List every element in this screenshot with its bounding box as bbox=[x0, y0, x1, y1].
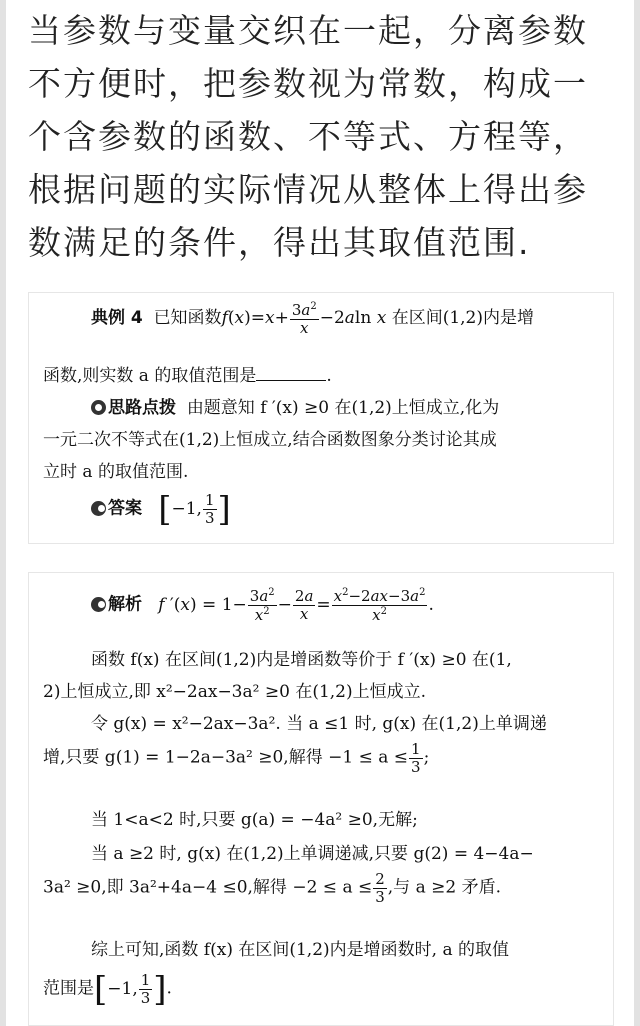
solution-p3: 当 1<a<2 时,只要 g(a) = −4a² ≥0,无解; bbox=[91, 810, 418, 830]
intro-line: 个含参数的函数、不等式、方程等， bbox=[28, 117, 588, 156]
example-line2: 函数,则实数 a 的取值范围是 . bbox=[43, 366, 332, 386]
intro-line: 根据问题的实际情况从整体上得出参 bbox=[28, 170, 588, 209]
derivative-formula: f ′(x) = 1− $\frac{3a^2}{x^2}$ − $\frac{2a}{x}$ = $\frac{x^2-2ax-3a^2}{x^2}$ . bbox=[158, 587, 434, 624]
intro-line: 数满足的条件，得出其取值范围. bbox=[28, 223, 531, 262]
answer-line bbox=[43, 489, 603, 529]
function-formula: f(x)=x+ $\frac{3a^2}{x}$ −2aln x bbox=[221, 301, 387, 337]
solution-p4b: 3a² ≥0,即 3a²+4a−4 ≤0,解得 −2 ≤ a ≤ $\frac{2}{3}$ ,与 a ≥2 矛盾. bbox=[43, 870, 501, 906]
answer-label: 答案 bbox=[108, 498, 142, 519]
intro-line: 不方便时，把参数视为常数，构成一 bbox=[28, 64, 588, 103]
solution-p2: 令 g(x) = x²−2ax−3a². 当 a ≤1 时, g(x) 在(1,2)上单调递 bbox=[91, 714, 547, 734]
hint-line2: 一元二次不等式在(1,2)上恒成立,结合函数图象分类讨论其成 bbox=[43, 430, 497, 450]
left-page-border bbox=[0, 0, 6, 1026]
solution-p5b: 范围是[−1, $\frac{1}{3}$ ]. bbox=[43, 969, 172, 1009]
solution-p5: 综上可知,函数 f(x) 在区间(1,2)内是增函数时, a 的取值 bbox=[91, 940, 510, 960]
solution-p2b: 增,只要 g(1) = 1−2a−3a² ≥0,解得 −1 ≤ a ≤ $\frac{1}{3}$ ; bbox=[43, 740, 430, 776]
example-card bbox=[28, 292, 614, 544]
intro-line: 当参数与变量交织在一起，分离参数 bbox=[28, 11, 588, 50]
solution-icon bbox=[91, 597, 106, 612]
solution-header bbox=[43, 587, 603, 623]
right-page-border bbox=[634, 0, 640, 1026]
example-text-pre: 已知函数 bbox=[153, 308, 222, 328]
solution-label: 解析 bbox=[108, 594, 142, 615]
hint-label: 思路点拨 bbox=[108, 398, 176, 418]
intro-paragraph bbox=[28, 4, 618, 269]
hint-line1: 思路点拨 由题意知 f ′(x) ≥0 在(1,2)上恒成立,化为 bbox=[43, 393, 603, 418]
solution-p1b: 2)上恒成立,即 x²−2ax−3a² ≥0 在(1,2)上恒成立. bbox=[43, 682, 427, 702]
solution-p1: 函数 f(x) 在区间(1,2)内是增函数等价于 f ′(x) ≥0 在(1, bbox=[91, 650, 512, 670]
solution-p4: 当 a ≥2 时, g(x) 在(1,2)上单调递减,只要 g(2) = 4−4a− bbox=[91, 844, 534, 864]
hint-line3: 立时 a 的取值范围. bbox=[43, 462, 189, 482]
example-statement bbox=[43, 301, 603, 336]
example-text-post: 在区间(1,2)内是增 bbox=[391, 308, 535, 328]
answer-value: [−1, $\frac{1}{3}$ ] bbox=[158, 489, 231, 529]
solution-card bbox=[28, 572, 614, 1026]
final-range: [−1, $\frac{1}{3}$ ] bbox=[94, 969, 167, 1009]
answer-blank bbox=[256, 379, 326, 381]
answer-icon bbox=[91, 501, 106, 516]
example-label: 典例 4 bbox=[91, 308, 143, 328]
hint-icon bbox=[91, 400, 106, 415]
